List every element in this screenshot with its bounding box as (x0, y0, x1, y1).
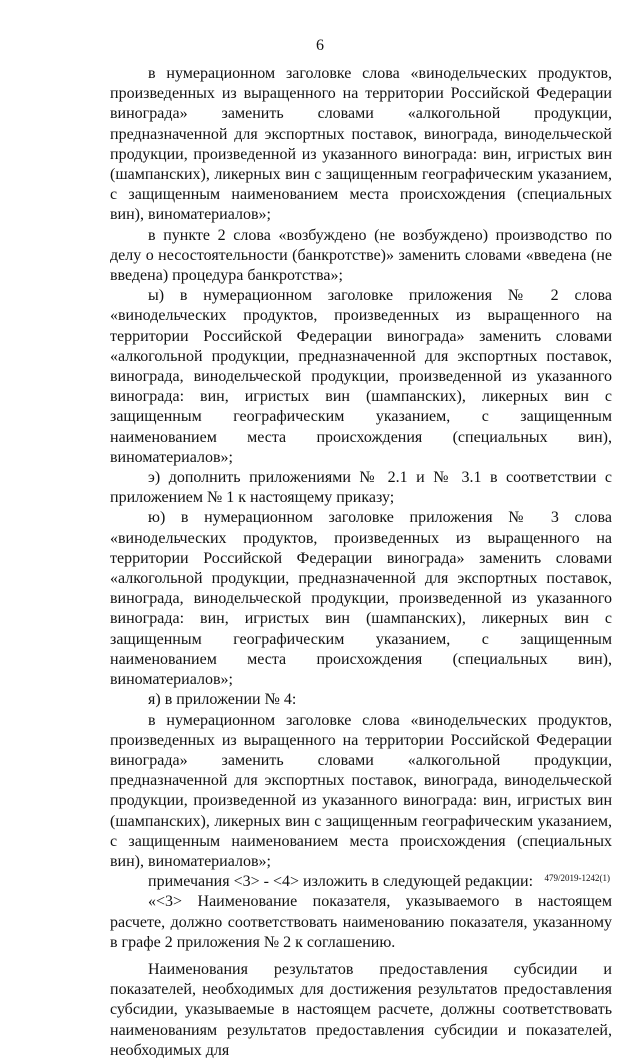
paragraph-notes-intro: примечания <3> - <4> изложить в следующей редакции: (148, 873, 534, 891)
paragraph-subitem-y: ы) в нумерационном заголовке приложения № 2 слова «винодельческих продуктов, произведенных из выращенного на территории Российской Федерации винограда» заменить словами «алкогольной продукции, предназначенной для экспортных поставок, винограда, винодельческой продукции, произведенной из указанного винограда: вин, игристых вин (шампанских), ликерных вин с защищенным географическим указанием, с защищенным наименованием места происхождения (специальных вин), виноматериалов»; (110, 287, 612, 466)
document-body (110, 64, 612, 1061)
paragraph-item-2-bankruptcy: в пункте 2 слова «возбуждено (не возбуждено) производство по делу о несостоятельности (банкротстве)» заменить словами «введена (не введена) процедура банкротства»; (110, 226, 612, 285)
paragraph-subitem-e: э) дополнить приложениями № 2.1 и № 3.1 в соответствии с приложением № 1 к настоящему приказу; (110, 469, 612, 507)
paragraph-results-names: Наименования результатов предоставления субсидии и показателей, необходимых для достижения результатов предоставления субсидии, указываемые в настоящем расчете, должны соответствовать наименованиям результатов предоставления субсидии и показателей, необходимых для (110, 960, 612, 1059)
document-code: 479/2019-1242(1) (544, 873, 610, 883)
paragraph-subitem-ya: я) в приложении № 4: (148, 691, 297, 709)
paragraph-subitem-yu: ю) в нумерационном заголовке приложения № 3 слова «винодельческих продуктов, произведенных из выращенного на территории Российской Федерации винограда» заменить словами «алкогольной продукции, предназначенной для экспортных поставок, винограда, винодельческой продукции, произведенной из указанного винограда: вин, игристых вин (шампанских), ликерных вин с защищенным географическим указанием, с защищенным наименованием места происхождения (специальных вин), виноматериалов»; (110, 509, 612, 689)
paragraph-appendix-4-heading: в нумерационном заголовке слова «винодельческих продуктов, произведенных из выращенного на территории Российской Федерации винограда» заменить словами «алкогольной продукции, предназначенной для экспортных поставок, винограда, винодельческой продукции, произведенной из указанного винограда: вин, игристых вин (шампанских), ликерных вин с защищенным географическим указанием, с защищенным наименованием места происхождения (специальных вин), виноматериалов»; (110, 711, 612, 870)
page-number: 6 (316, 37, 324, 54)
paragraph-note-3: «<3> Наименование показателя, указываемого в настоящем расчете, должно соответствовать наименованию показателя, указанному в графе 2 приложения № 2 к соглашению. (110, 893, 612, 951)
paragraph-heading-title-replacement: в нумерационном заголовке слова «винодельческих продуктов, произведенных из выращенного на территории Российской Федерации винограда» заменить словами «алкогольной продукции, предназначенной для экспортных поставок, винограда, винодельческой продукции, произведенной из указанного винограда: вин, игристых вин (шампанских), ликерных вин с защищенным географическим указанием, с защищенным наименованием места происхождения (специальных вин), виноматериалов»; (110, 65, 612, 224)
